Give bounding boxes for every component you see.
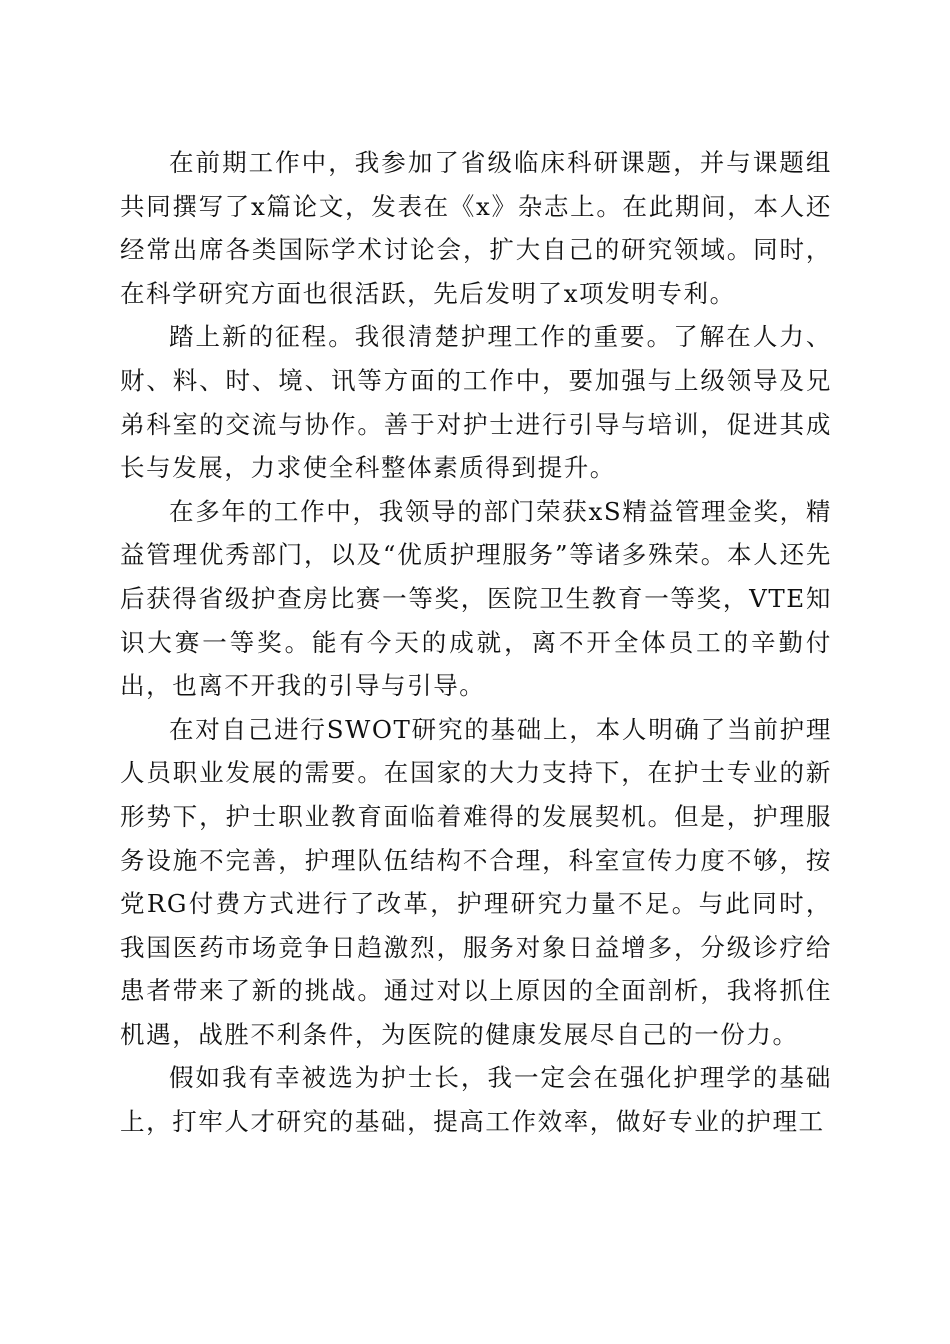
document-body	[120, 141, 832, 1144]
paragraph-head-nurse-plan: 假如我有幸被选为护士长，我一定会在强化护理学的基础上，打牢人才研究的基础，提高工作效率，做好专业的护理工	[120, 1063, 832, 1137]
paragraph-achievements: 在多年的工作中，我领导的部门荣获xS精益管理金奖，精益管理优秀部门，以及“优质护理服务”等诸多殊荣。本人还先后获得省级护查房比赛一等奖，医院卫生教育一等奖，VTE知识大赛一等奖。能有今天的成就，离不开全体员工的辛勤付出，也离不开我的引导与引导。	[120, 496, 832, 701]
paragraph-new-journey: 踏上新的征程。我很清楚护理工作的重要。了解在人力、财、料、时、境、讯等方面的工作中，要加强与上级领导及兄弟科室的交流与协作。善于对护士进行引导与培训，促进其成长与发展，力求使全科整体素质得到提升。	[120, 322, 832, 483]
paragraph-swot-analysis: 在对自己进行SWOT研究的基础上，本人明确了当前护理人员职业发展的需要。在国家的大力支持下，在护士专业的新形势下，护士职业教育面临着难得的发展契机。但是，护理服务设施不完善，护理队伍结构不合理，科室宣传力度不够，按党RG付费方式进行了改革，护理研究力量不足。与此同时，我国医药市场竞争日趋激烈，服务对象日益增多，分级诊疗给患者带来了新的挑战。通过对以上原因的全面剖析，我将抓住机遇，战胜不利条件，为医院的健康发展尽自己的一份力。	[120, 714, 832, 1049]
paragraph-research: 在前期工作中，我参加了省级临床科研课题，并与课题组共同撰写了x篇论文，发表在《x》杂志上。在此期间，本人还经常出席各类国际学术讨论会，扩大自己的研究领域。同时，在科学研究方面也很活跃，先后发明了x项发明专利。	[120, 148, 832, 308]
